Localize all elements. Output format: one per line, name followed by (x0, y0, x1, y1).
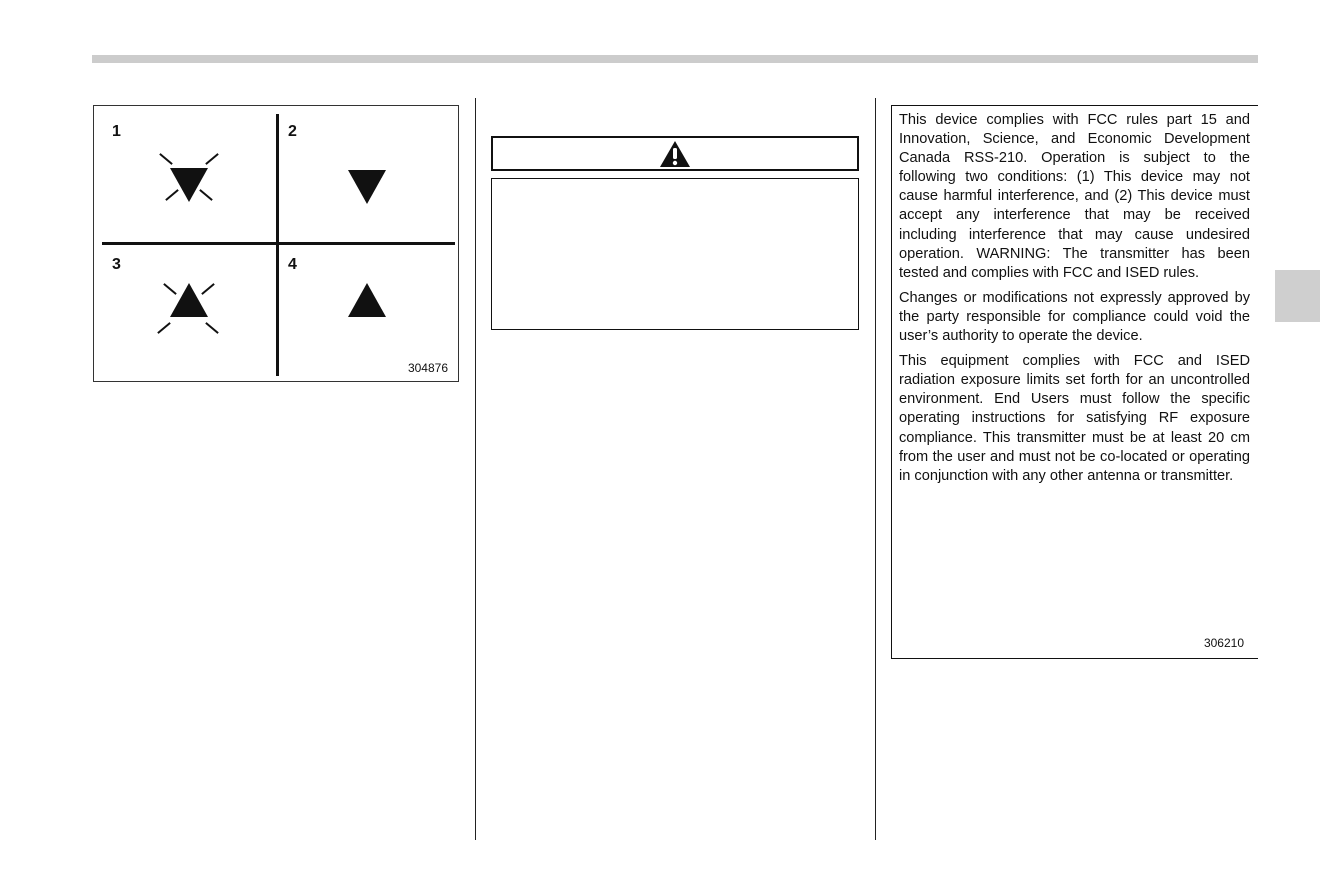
down-triangle-icon (348, 170, 386, 204)
figure-code: 304876 (407, 361, 448, 375)
quadrant-number-4: 4 (288, 256, 297, 273)
notice-code: 306210 (1203, 636, 1244, 650)
column-divider-left (475, 98, 476, 840)
quadrant-number-3: 3 (112, 256, 121, 273)
up-triangle-icon (348, 283, 386, 317)
warning-header (491, 136, 859, 171)
figure-vertical-divider (276, 114, 279, 376)
figure-horizontal-divider (102, 242, 455, 245)
indicator-figure (93, 105, 459, 382)
page-header-bar (92, 55, 1258, 63)
notice-paragraph-1: This device complies with FCC rules part 15 and Innovation, Science, and Economic Development Canada RSS-210. Operation is subject to the following two conditions: (1) This device may not cause harmful interference, and (2) This device must accept any interference that may be received including interference that may cause undesired operation. WARNING: The transmitter has been tested and complies with FCC and ISED rules. (899, 112, 1250, 281)
warning-triangle-icon (659, 140, 691, 168)
quadrant-number-1: 1 (112, 123, 121, 140)
warning-body (491, 178, 859, 330)
quadrant-number-2: 2 (288, 123, 297, 140)
notice-paragraph-3: This equipment complies with FCC and ISED radiation exposure limits set forth for an uncontrolled environment. End Users must follow the specific operating instructions for satisfying RF exposure compliance. This transmitter must be at least 20 cm from the user and must not be co-located or operating in conjunction with any other antenna or transmitter. (899, 353, 1250, 484)
fcc-compliance-notice (891, 105, 1258, 659)
column-divider-right (875, 98, 876, 840)
notice-paragraph-2: Changes or modifications not expressly approved by the party responsible for compliance could void the user’s authority to operate the device. (899, 289, 1250, 345)
chapter-thumb-tab (1275, 270, 1320, 322)
